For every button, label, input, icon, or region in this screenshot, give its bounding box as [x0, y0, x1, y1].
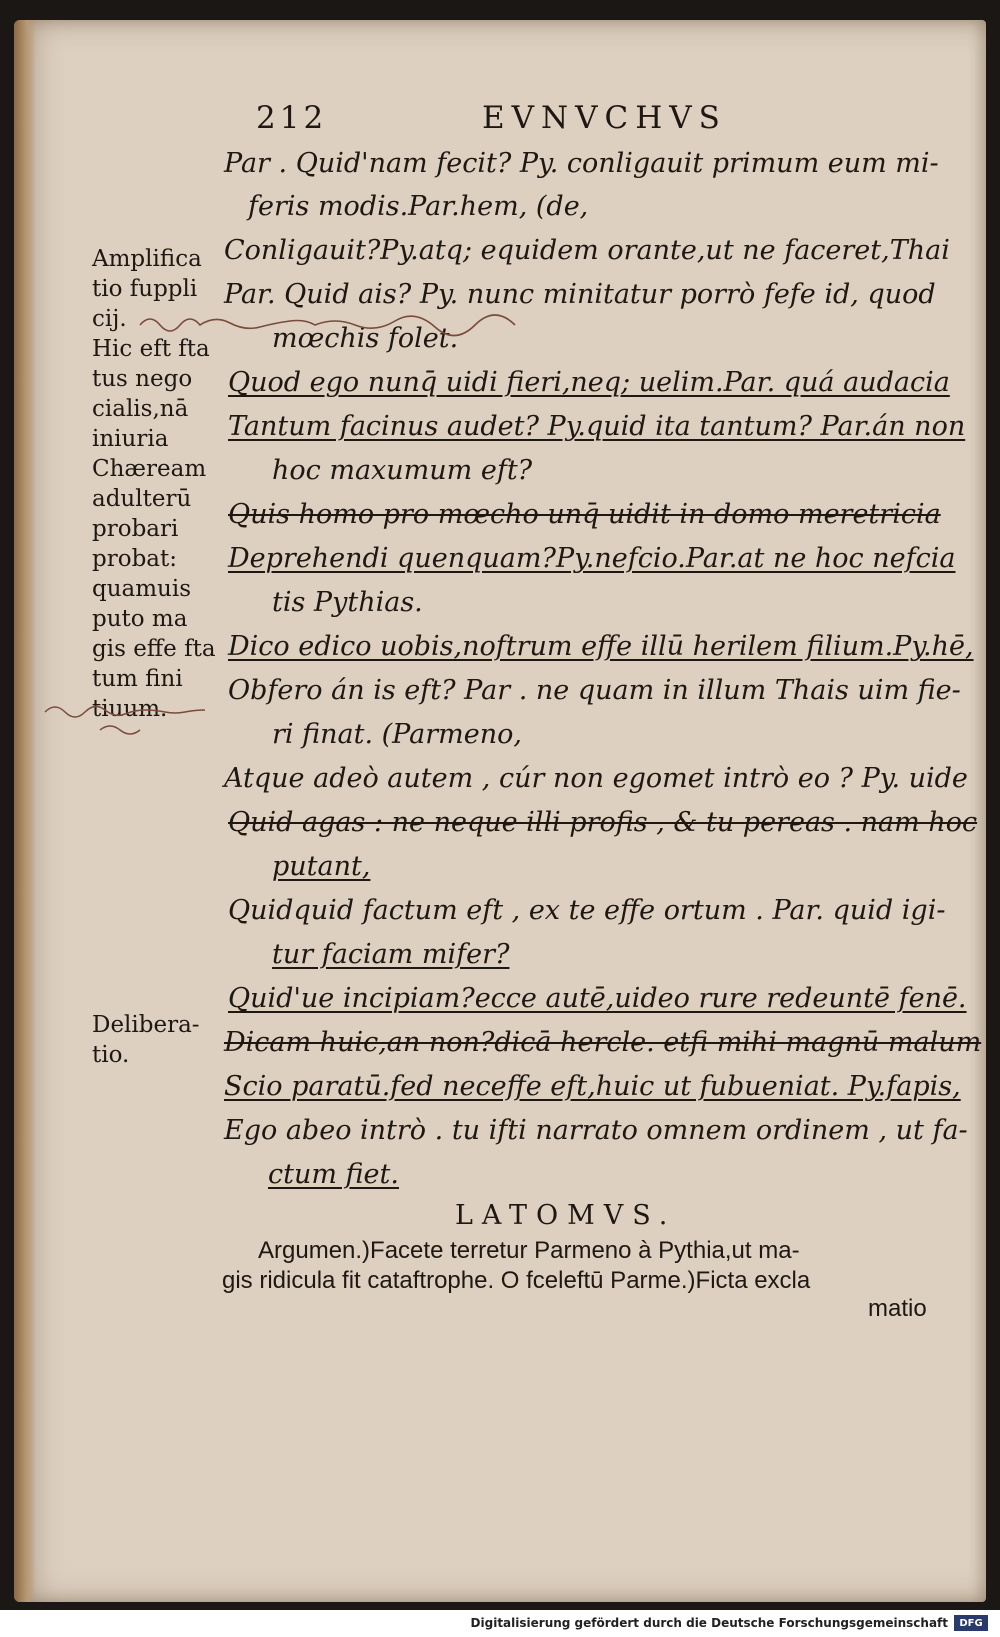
page-number: 212 — [256, 100, 328, 136]
margin-note: quamuis — [92, 576, 192, 602]
text-line: Dicam huic,an non?dicā hercle. etfi mihi magnū malum — [224, 1027, 982, 1058]
text-line: mœchis folet. — [272, 323, 459, 354]
margin-notes-lower — [92, 1010, 222, 1070]
margin-note: Hic eft fta — [92, 336, 210, 362]
margin-note: tio. — [92, 1042, 130, 1068]
argument-line: Argumen.)Facete terretur Parmeno à Pythia,ut ma- — [258, 1237, 800, 1264]
margin-note: adulterū — [92, 486, 192, 512]
margin-note: iniuria — [92, 426, 169, 452]
page-gutter — [14, 20, 36, 1602]
margin-note: Delibera- — [92, 1012, 200, 1038]
text-line: Dico edico uobis,noftrum effe illū herilem filium.Py.hē, — [228, 631, 974, 662]
section-title: LATOMVS. — [455, 1200, 677, 1231]
funding-credit: Digitalisierung gefördert durch die Deutsche Forschungsgemeinschaft — [470, 1616, 948, 1630]
footer-bar — [0, 1610, 1000, 1637]
text-line: putant, — [272, 851, 371, 882]
running-title: EVNVCHVS — [482, 100, 727, 136]
margin-note: tum fini — [92, 666, 183, 692]
argument-line: gis ridicula fit cataftrophe. O fceleftū Parme.)Ficta excla — [222, 1267, 811, 1294]
argument-line: matio — [868, 1295, 927, 1322]
margin-note: Amplifica — [92, 246, 202, 272]
text-line: Par . Quid'nam fecit? Py. conligauit primum eum mi- — [224, 148, 939, 179]
margin-note: Chæream — [92, 456, 207, 482]
text-line: Atque adeò autem , cúr non egomet intrò eo ? Py. uide — [224, 763, 968, 794]
margin-note: puto ma — [92, 606, 188, 632]
margin-note: cialis,nā — [92, 396, 189, 422]
handwriting-scribble — [40, 690, 240, 740]
dfg-logo-icon: DFG — [954, 1615, 988, 1631]
text-line: tis Pythias. — [272, 587, 423, 618]
text-line: Deprehendi quenquam?Py.nefcio.Par.at ne hoc nefcia — [228, 543, 956, 574]
margin-note: tus nego — [92, 366, 193, 392]
text-line: Conligauit?Py.atq; equidem orante,ut ne faceret,Thai — [224, 235, 950, 266]
text-line: ri finat. (Parmeno, — [272, 719, 522, 750]
handwriting-scribble — [135, 305, 585, 345]
margin-note: tio fuppli — [92, 276, 198, 302]
margin-note: probat: — [92, 546, 177, 572]
margin-note: cij. — [92, 306, 127, 332]
text-line: Scio paratū.fed neceffe eft,huic ut fubueniat. Py.fapis, — [224, 1071, 961, 1102]
text-line: Quidquid factum eft , ex te effe ortum . Par. quid igi- — [228, 895, 946, 926]
text-line: Quid'ue incipiam?ecce autē,uideo rure redeuntē fenē. — [228, 983, 967, 1014]
text-line: Obfero án is eft? Par . ne quam in illum Thais uim fie- — [228, 675, 961, 706]
text-line: Quid agas : ne neque illi profis , & tu pereas . nam hoc — [228, 807, 978, 838]
text-line: tur faciam mifer? — [272, 939, 510, 970]
margin-note: probari — [92, 516, 179, 542]
text-line: ctum fiet. — [268, 1159, 399, 1190]
text-line: hoc maxumum eft? — [272, 455, 533, 486]
text-line: Par. Quid ais? Py. nunc minitatur porrò fefe id, quod — [224, 279, 936, 310]
text-line: feris modis.Par.hem, (de, — [248, 191, 589, 222]
margin-note: gis effe fta — [92, 636, 216, 662]
text-line: Tantum facinus audet? Py.quid ita tantum? Par.án non — [228, 411, 966, 442]
text-line: Ego abeo intrò . tu ifti narrato omnem ordinem , ut fa- — [224, 1115, 968, 1146]
text-line: Quis homo pro mœcho unq̄ uidit in domo meretricia — [228, 499, 941, 530]
text-line: Quod ego nunq̄ uidi fieri,neq; uelim.Par. quá audacia — [228, 367, 950, 398]
running-header — [250, 100, 970, 140]
margin-note: tiuum. — [92, 696, 168, 722]
